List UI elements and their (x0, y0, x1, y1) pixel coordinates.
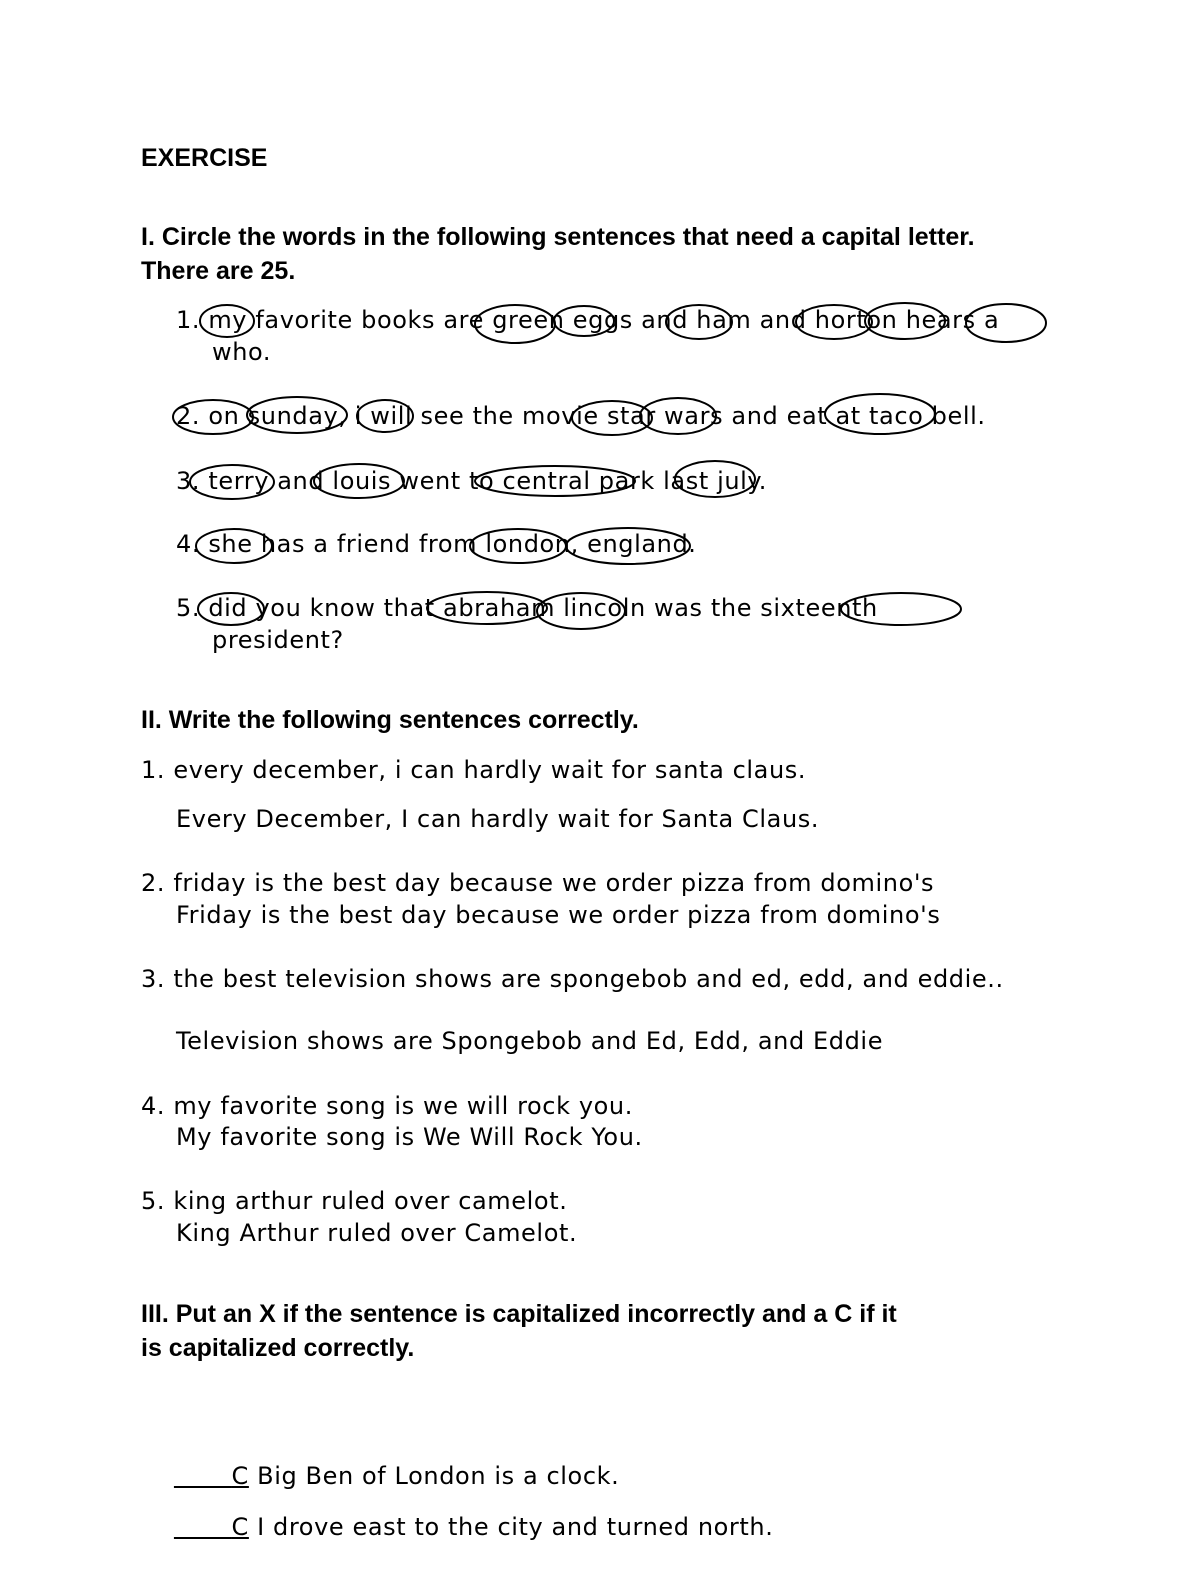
answer-blank[interactable]: C (231, 1462, 249, 1490)
part1-instruction-line1: I. Circle the words in the following sentences that need a capital letter. (141, 223, 975, 251)
part1-item-4: 4. she has a friend from london, england. (176, 530, 697, 558)
part1-item-1-line2: who. (212, 338, 272, 366)
part2-prompt-5: 5. king arthur ruled over camelot. (141, 1187, 568, 1215)
part2-answer-3: Television shows are Spongebob and Ed, Edd, and Eddie (176, 1027, 884, 1055)
part1-item-2: 2. on sunday, i will see the movie star wars and eat at taco bell. (176, 402, 986, 430)
part2-prompt-1: 1. every december, i can hardly wait for santa claus. (141, 756, 807, 784)
part1-item-5-line1: 5. did you know that abraham lincoln was the sixteenth (176, 594, 878, 622)
part2-prompt-3: 3. the best television shows are spongebob and ed, edd, and eddie.. (141, 965, 1004, 993)
part1-item-5-line2: president? (212, 626, 344, 654)
part3-instruction-line2: is capitalized correctly. (141, 1334, 415, 1362)
part1-item-1-line1: 1. my favorite books are green eggs and ham and horton hears a (176, 306, 1000, 334)
part3-item-2 (141, 1482, 773, 1572)
answer-blank[interactable]: C (231, 1513, 249, 1541)
part3-sentence-2: I drove east to the city and turned north. (257, 1513, 774, 1541)
part2-instruction: II. Write the following sentences correctly. (141, 706, 639, 734)
part1-item-3: 3. terry and louis went to central park last july. (176, 467, 768, 495)
part2-prompt-4: 4. my favorite song is we will rock you. (141, 1092, 633, 1120)
part3-instruction-line1: III. Put an X if the sentence is capitalized incorrectly and a C if it (141, 1300, 897, 1328)
part2-answer-1: Every December, I can hardly wait for Santa Claus. (176, 805, 820, 833)
part2-answer-4: My favorite song is We Will Rock You. (176, 1123, 643, 1151)
part2-prompt-2: 2. friday is the best day because we order pizza from domino's (141, 869, 935, 897)
part2-answer-2: Friday is the best day because we order pizza from domino's (176, 901, 941, 929)
part1-instruction-line2: There are 25. (141, 257, 296, 285)
exercise-title: EXERCISE (141, 144, 268, 172)
part2-answer-5: King Arthur ruled over Camelot. (176, 1219, 578, 1247)
part3-sentence-1: Big Ben of London is a clock. (257, 1462, 620, 1490)
